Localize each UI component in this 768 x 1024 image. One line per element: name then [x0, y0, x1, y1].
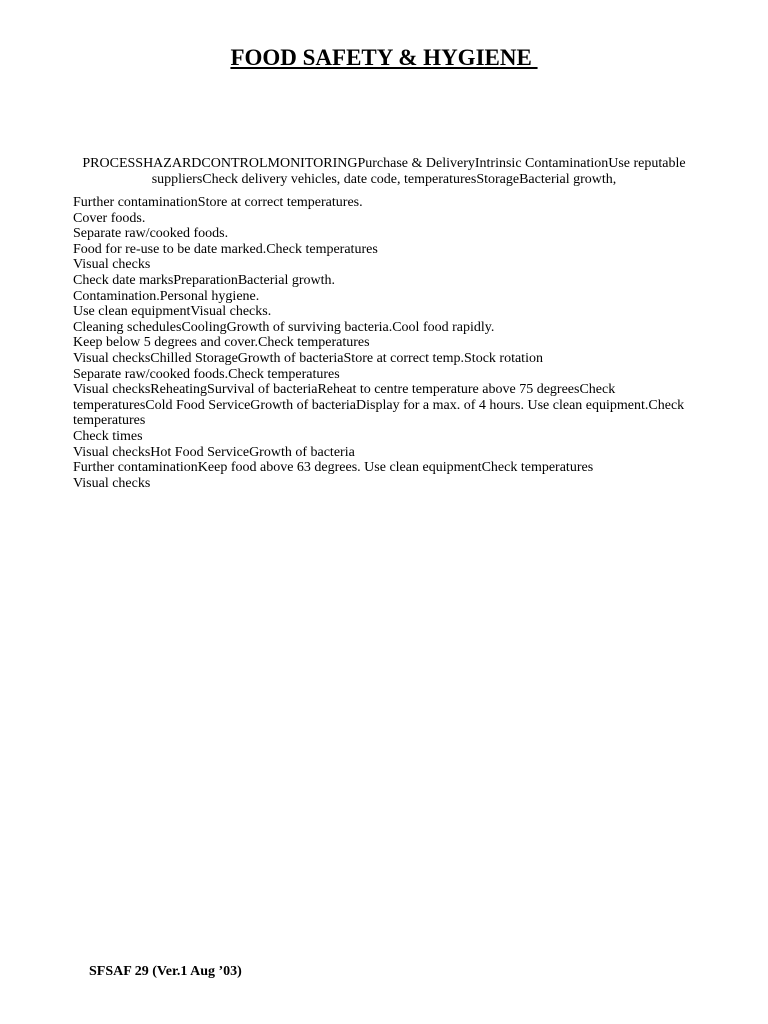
text-line: Use clean equipmentVisual checks. [73, 304, 272, 320]
text-line: Cleaning schedulesCoolingGrowth of surviving bacteria.Cool food rapidly. [73, 319, 495, 335]
text-line: Keep below 5 degrees and cover.Check temperatures [73, 335, 370, 351]
text-line: Separate raw/cooked foods. [73, 226, 229, 242]
text-line: Visual checksHot Food ServiceGrowth of bacteria [73, 444, 355, 460]
text-line: Contamination.Personal hygiene. [73, 288, 260, 304]
intro-paragraph: PROCESSHAZARDCONTROLMONITORINGPurchase & DeliveryIntrinsic ContaminationUse reputable suppliersCheck delivery vehicles, date code, temperaturesStorageBacterial growth, [82, 156, 686, 187]
document-title: FOOD SAFETY & HYGIENE [230, 45, 538, 70]
body-text [73, 195, 698, 491]
text-line: Check times [73, 428, 143, 444]
text-line: Visual checks [73, 257, 151, 273]
text-line: Further contaminationKeep food above 63 degrees. Use clean equipmentCheck temperatures [73, 460, 594, 476]
text-line: Cover foods. [73, 210, 146, 226]
document-footer: SFSAF 29 (Ver.1 Aug ’03) [89, 964, 242, 979]
text-line: Visual checks [73, 475, 151, 491]
text-line: Food for re-use to be date marked.Check temperatures [73, 241, 378, 257]
text-line: Further contaminationStore at correct temperatures. [73, 195, 363, 210]
text-line: Visual checksChilled StorageGrowth of bacteriaStore at correct temp.Stock rotation [73, 350, 543, 366]
text-line: Visual checksReheatingSurvival of bacteriaReheat to centre temperature above 75 degreesCheck temperaturesCold Food ServiceGrowth of bacteriaDisplay for a max. of 4 hours. Use clean equipment.Check temperatures [73, 382, 685, 429]
text-line: Check date marksPreparationBacterial growth. [73, 272, 336, 288]
text-line: Separate raw/cooked foods.Check temperatures [73, 366, 340, 382]
